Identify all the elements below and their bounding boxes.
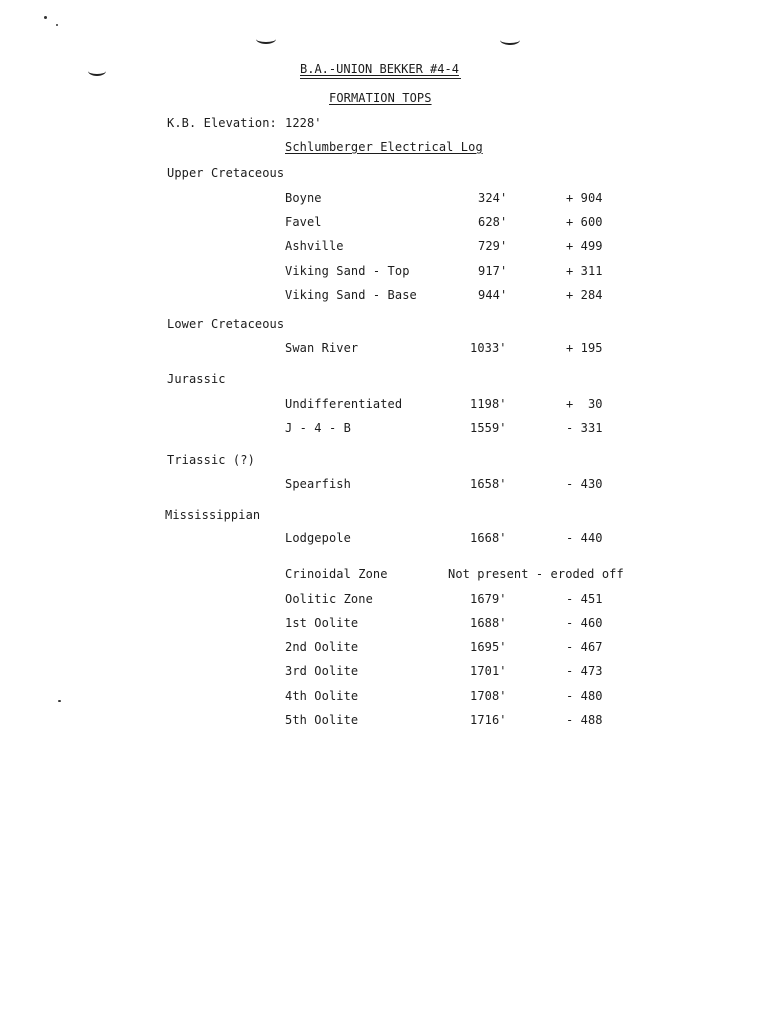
formation-datum: - 460 bbox=[566, 616, 603, 630]
formation-name: Viking Sand - Base bbox=[285, 288, 417, 302]
formation-name: J - 4 - B bbox=[285, 421, 351, 435]
group-label-triassic: Triassic (?) bbox=[167, 453, 255, 467]
formation-name: Crinoidal Zone bbox=[285, 567, 388, 581]
formation-name: Ashville bbox=[285, 239, 344, 253]
formation-datum: - 488 bbox=[566, 713, 603, 727]
group-label-upper-cretaceous: Upper Cretaceous bbox=[167, 166, 285, 180]
group-label-jurassic: Jurassic bbox=[167, 372, 226, 386]
formation-datum: + 195 bbox=[566, 341, 603, 355]
formation-depth: 628' bbox=[478, 215, 508, 229]
formation-name: 4th Oolite bbox=[285, 689, 359, 703]
formation-note: Not present - eroded off bbox=[448, 567, 624, 581]
formation-name: Lodgepole bbox=[285, 531, 351, 545]
formation-name: Viking Sand - Top bbox=[285, 264, 410, 278]
formation-name: Oolitic Zone bbox=[285, 592, 373, 606]
elevation-value: 1228' bbox=[285, 116, 322, 130]
formation-datum: + 499 bbox=[566, 239, 603, 253]
document-subtitle: FORMATION TOPS bbox=[329, 91, 432, 105]
formation-name: Favel bbox=[285, 215, 322, 229]
formation-name: Boyne bbox=[285, 191, 322, 205]
formation-datum: + 30 bbox=[566, 397, 603, 411]
scan-mark bbox=[256, 34, 276, 44]
formation-depth: 324' bbox=[478, 191, 508, 205]
formation-datum: + 904 bbox=[566, 191, 603, 205]
scan-mark bbox=[500, 35, 520, 45]
formation-name: Undifferentiated bbox=[285, 397, 403, 411]
formation-name: 5th Oolite bbox=[285, 713, 359, 727]
formation-datum: + 600 bbox=[566, 215, 603, 229]
formation-depth: 1701' bbox=[470, 664, 507, 678]
title-double-rule bbox=[300, 78, 461, 79]
scan-speck bbox=[44, 16, 47, 19]
formation-datum: - 430 bbox=[566, 477, 603, 491]
formation-depth: 944' bbox=[478, 288, 508, 302]
formation-depth: 1716' bbox=[470, 713, 507, 727]
elevation-label: K.B. Elevation: bbox=[167, 116, 277, 130]
formation-depth: 1033' bbox=[470, 341, 507, 355]
scan-speck bbox=[58, 700, 61, 702]
formation-depth: 1688' bbox=[470, 616, 507, 630]
formation-datum: - 467 bbox=[566, 640, 603, 654]
document-title-text: B.A.-UNION BEKKER #4-4 bbox=[300, 62, 459, 76]
formation-name: 2nd Oolite bbox=[285, 640, 359, 654]
formation-datum: + 311 bbox=[566, 264, 603, 278]
group-label-lower-cretaceous: Lower Cretaceous bbox=[167, 317, 285, 331]
formation-datum: - 451 bbox=[566, 592, 603, 606]
formation-datum: - 480 bbox=[566, 689, 603, 703]
formation-name: 3rd Oolite bbox=[285, 664, 359, 678]
formation-datum: - 331 bbox=[566, 421, 603, 435]
log-name: Schlumberger Electrical Log bbox=[285, 140, 483, 154]
formation-depth: 1695' bbox=[470, 640, 507, 654]
formation-name: Swan River bbox=[285, 341, 359, 355]
formation-depth: 1679' bbox=[470, 592, 507, 606]
formation-depth: 729' bbox=[478, 239, 508, 253]
formation-name: 1st Oolite bbox=[285, 616, 359, 630]
scan-speck bbox=[56, 24, 58, 26]
formation-datum: + 284 bbox=[566, 288, 603, 302]
scan-mark bbox=[88, 66, 106, 76]
group-label-mississippian: Mississippian bbox=[165, 508, 261, 522]
formation-depth: 917' bbox=[478, 264, 508, 278]
formation-datum: - 440 bbox=[566, 531, 603, 545]
formation-depth: 1658' bbox=[470, 477, 507, 491]
formation-datum: - 473 bbox=[566, 664, 603, 678]
formation-depth: 1559' bbox=[470, 421, 507, 435]
document-title bbox=[300, 62, 459, 76]
formation-depth: 1708' bbox=[470, 689, 507, 703]
formation-depth: 1668' bbox=[470, 531, 507, 545]
formation-depth: 1198' bbox=[470, 397, 507, 411]
formation-name: Spearfish bbox=[285, 477, 351, 491]
